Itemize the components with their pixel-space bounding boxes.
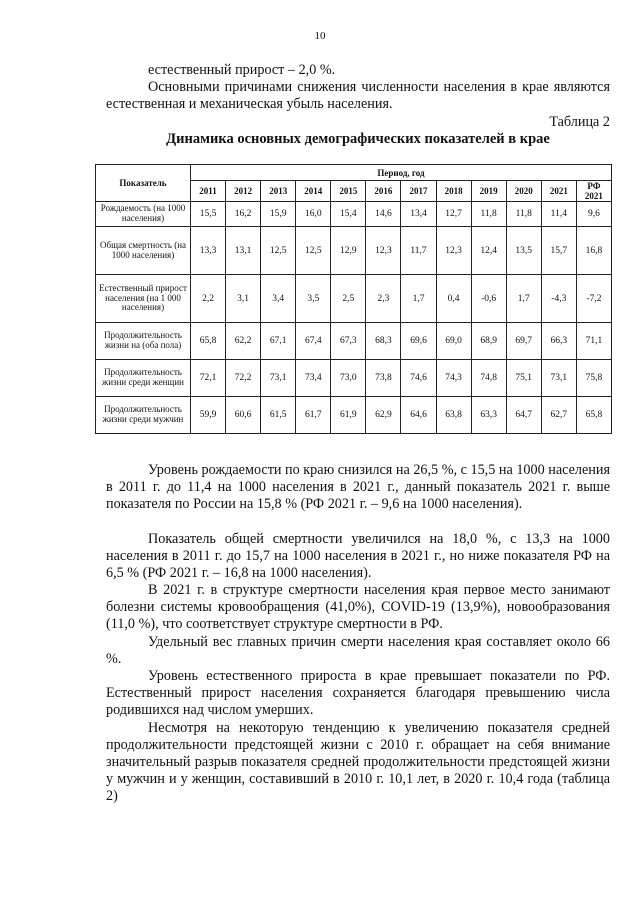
table-cell: 63,8 — [436, 397, 471, 434]
paragraph-mortality-structure: В 2021 г. в структуре смертности населения края первое место занимают болезни системы кровообращения (41,0%), COVID-19 (13,9%), новообразования (11,0 %), что соответствует структуре смертности в РФ. — [106, 582, 610, 632]
table-cell: 61,9 — [331, 397, 366, 434]
table-cell: 73,1 — [261, 360, 296, 397]
table-cell: 3,1 — [226, 275, 261, 323]
table-cell: 13,3 — [191, 227, 226, 275]
table-cell: 73,0 — [331, 360, 366, 397]
table-cell: 65,8 — [576, 397, 611, 434]
year-header: 2019 — [471, 181, 506, 202]
paragraph-natural-increase: Уровень естественного прироста в крае превышает показатели по РФ. Естественный прирост населения сохраняется благодаря превышению числа родившихся над числом умерших. — [106, 668, 610, 718]
table-cell: 11,8 — [471, 202, 506, 227]
table-cell: 75,8 — [576, 360, 611, 397]
table-cell: 12,9 — [331, 227, 366, 275]
table-cell: 73,1 — [541, 360, 576, 397]
table-cell: 11,4 — [541, 202, 576, 227]
table-row — [96, 202, 612, 227]
table-header-row — [96, 165, 612, 181]
year-header: 2013 — [261, 181, 296, 202]
table-row — [96, 360, 612, 397]
table-cell: -4,3 — [541, 275, 576, 323]
table-cell: 71,1 — [576, 323, 611, 360]
table-cell: 15,4 — [331, 202, 366, 227]
table-cell: 12,3 — [366, 227, 401, 275]
table-cell: 15,9 — [261, 202, 296, 227]
table-row — [96, 227, 612, 275]
table-cell: 16,2 — [226, 202, 261, 227]
table-cell: 74,3 — [436, 360, 471, 397]
year-header: 2017 — [401, 181, 436, 202]
table-cell: 72,2 — [226, 360, 261, 397]
table-cell: 14,6 — [366, 202, 401, 227]
table-cell: 65,8 — [191, 323, 226, 360]
table-cell: 73,4 — [296, 360, 331, 397]
indicator-label: Продолжительность жизни на (оба пола) — [96, 323, 191, 360]
table-cell: 63,3 — [471, 397, 506, 434]
table-cell: 61,7 — [296, 397, 331, 434]
indicator-label: Естественный прирост населения (на 1 000 населения) — [96, 275, 191, 323]
paragraph-main-causes: Удельный вес главных причин смерти населения края составляет около 66 %. — [106, 634, 610, 667]
indicator-label: Общая смертность (на 1000 населения) — [96, 227, 191, 275]
table-cell: 13,4 — [401, 202, 436, 227]
table-cell: 2,3 — [366, 275, 401, 323]
year-header: 2020 — [506, 181, 541, 202]
table-cell: 12,5 — [296, 227, 331, 275]
year-header: 2014 — [296, 181, 331, 202]
indicator-label: Продолжительность жизни среди мужчин — [96, 397, 191, 434]
indicator-label: Рождаемость (на 1000 населения) — [96, 202, 191, 227]
table-cell: 0,4 — [436, 275, 471, 323]
table-row — [96, 397, 612, 434]
table-cell: 69,7 — [506, 323, 541, 360]
table-cell: 72,1 — [191, 360, 226, 397]
table-cell: 12,3 — [436, 227, 471, 275]
year-header: 2018 — [436, 181, 471, 202]
table-label: Таблица 2 — [549, 114, 610, 130]
year-header: 2021 — [541, 181, 576, 202]
paragraph-birth-rate: Уровень рождаемости по краю снизился на 26,5 %, с 15,5 на 1000 населения в 2011 г. до 11,4 на 1000 населения в 2021 г., данный показатель 2021 г. выше показателя по России на 15,8 % (РФ 2021 г. – 9,6 на 1000 населения). — [106, 462, 610, 512]
year-header: 2012 — [226, 181, 261, 202]
table-cell: 75,1 — [506, 360, 541, 397]
table-cell: 60,6 — [226, 397, 261, 434]
table-cell: 13,1 — [226, 227, 261, 275]
table-cell: 9,6 — [576, 202, 611, 227]
table-cell: 12,4 — [471, 227, 506, 275]
table-cell: 67,3 — [331, 323, 366, 360]
paragraph-natural-growth: естественный прирост – 2,0 %. — [148, 62, 336, 78]
table-row — [96, 323, 612, 360]
paragraph-mortality: Показатель общей смертности увеличился на 18,0 %, с 13,3 на 1000 населения в 2011 г. до 15,7 на 1000 населения в 2021 г., но ниже показателя РФ на 6,5 % (РФ 2021 г. – 16,8 на 1000 населения). — [106, 531, 610, 581]
table-cell: 2,5 — [331, 275, 366, 323]
year-header-rf: РФ 2021 — [576, 181, 611, 202]
table-cell: 62,9 — [366, 397, 401, 434]
table-cell: 11,8 — [506, 202, 541, 227]
table-cell: 16,0 — [296, 202, 331, 227]
table-cell: 74,6 — [401, 360, 436, 397]
table-cell: 73,8 — [366, 360, 401, 397]
table-cell: 64,7 — [506, 397, 541, 434]
table-cell: 3,5 — [296, 275, 331, 323]
table-cell: 12,5 — [261, 227, 296, 275]
table-cell: 67,1 — [261, 323, 296, 360]
table-cell: 15,5 — [191, 202, 226, 227]
table-cell: -0,6 — [471, 275, 506, 323]
table-cell: 62,7 — [541, 397, 576, 434]
table-cell: 68,3 — [366, 323, 401, 360]
table-cell: 74,8 — [471, 360, 506, 397]
table-cell: 62,2 — [226, 323, 261, 360]
table-cell: 12,7 — [436, 202, 471, 227]
table-cell: 3,4 — [261, 275, 296, 323]
indicator-label: Продолжительность жизни среди женщин — [96, 360, 191, 397]
paragraph-decline-reasons: Основными причинами снижения численности населения в крае являются естественная и механическая убыль населения. — [106, 79, 610, 112]
table-cell: -7,2 — [576, 275, 611, 323]
table-cell: 11,7 — [401, 227, 436, 275]
table-cell: 13,5 — [506, 227, 541, 275]
table-cell: 69,0 — [436, 323, 471, 360]
page-number: 10 — [314, 30, 326, 42]
table-cell: 1,7 — [401, 275, 436, 323]
table-cell: 59,9 — [191, 397, 226, 434]
table-cell: 67,4 — [296, 323, 331, 360]
table-cell: 16,8 — [576, 227, 611, 275]
demographic-table — [95, 164, 612, 434]
year-header: 2016 — [366, 181, 401, 202]
table-cell: 61,5 — [261, 397, 296, 434]
period-header: Период, год — [191, 165, 612, 181]
table-title: Динамика основных демографических показателей в крае — [166, 131, 550, 147]
year-header: 2011 — [191, 181, 226, 202]
table-cell: 69,6 — [401, 323, 436, 360]
table-cell: 15,7 — [541, 227, 576, 275]
table-cell: 1,7 — [506, 275, 541, 323]
table-row — [96, 275, 612, 323]
year-header: 2015 — [331, 181, 366, 202]
table-cell: 2,2 — [191, 275, 226, 323]
indicator-header: Показатель — [96, 165, 191, 202]
table-cell: 68,9 — [471, 323, 506, 360]
table-cell: 66,3 — [541, 323, 576, 360]
paragraph-life-expectancy: Несмотря на некоторую тенденцию к увеличению показателя средней продолжительности предстоящей жизни с 2010 г. обращает на себя внимание значительный разрыв показателя средней продолжительности предстоящей жизни у мужчин и у женщин, составивший в 2010 г. 10,1 лет, в 2020 г. 10,4 года (таблица 2) — [106, 720, 610, 804]
table-cell: 64,6 — [401, 397, 436, 434]
